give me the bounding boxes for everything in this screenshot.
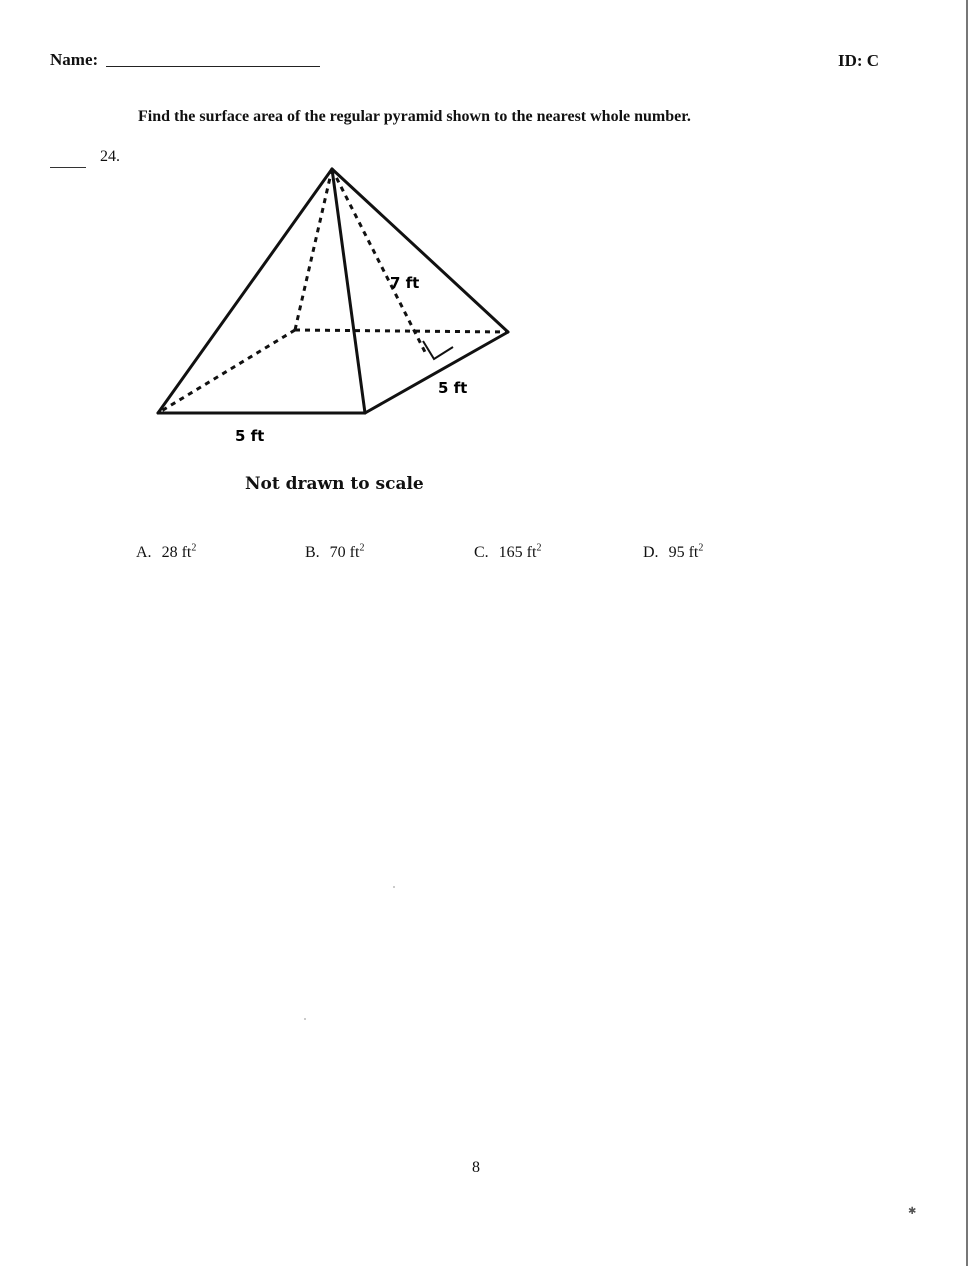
scan-margin-line [966, 0, 968, 1266]
scan-speck [393, 886, 395, 888]
choice-value: 95 ft [668, 544, 699, 561]
question-number: 24. [100, 148, 120, 165]
choice-value: 28 ft [161, 544, 192, 561]
page-number: 8 [472, 1159, 480, 1176]
choice-d[interactable] [643, 544, 703, 562]
choice-exponent: 2 [698, 542, 704, 554]
choice-a[interactable] [136, 544, 196, 562]
base-right-edge [365, 332, 508, 413]
choice-letter: D. [643, 544, 659, 561]
hidden-edges [158, 169, 508, 413]
pyramid-figure [140, 155, 530, 455]
choice-exponent: 2 [536, 542, 542, 554]
name-field-line[interactable] [106, 66, 320, 67]
edge-apex-right [332, 169, 508, 332]
hidden-edge-back-right [295, 330, 508, 332]
choice-b[interactable] [305, 544, 364, 562]
visible-edges [158, 169, 508, 413]
scan-mark-icon: ✱ [908, 1206, 917, 1217]
name-label: Name: [50, 50, 99, 69]
slant-height-label: 7 ft [390, 274, 420, 292]
scale-note: Not drawn to scale [245, 474, 424, 494]
base-side-label: 5 ft [438, 379, 468, 397]
choice-value: 165 ft [498, 544, 537, 561]
base-front-label: 5 ft [235, 427, 265, 445]
right-angle-marker [423, 341, 453, 359]
choice-c[interactable] [474, 544, 541, 562]
answer-blank[interactable] [50, 167, 86, 168]
choice-exponent: 2 [359, 542, 365, 554]
id-label: ID: C [838, 51, 880, 70]
choice-exponent: 2 [191, 542, 197, 554]
scan-speck [304, 1018, 306, 1020]
hidden-edge-back-left [158, 330, 295, 413]
choice-letter: A. [136, 544, 152, 561]
edge-apex-front [332, 169, 365, 413]
edge-apex-left [158, 169, 332, 413]
choice-value: 70 ft [329, 544, 360, 561]
choice-letter: B. [305, 544, 320, 561]
choice-letter: C. [474, 544, 489, 561]
slant-height-line [332, 169, 425, 352]
question-instruction: Find the surface area of the regular pyramid shown to the nearest whole number. [138, 108, 691, 125]
